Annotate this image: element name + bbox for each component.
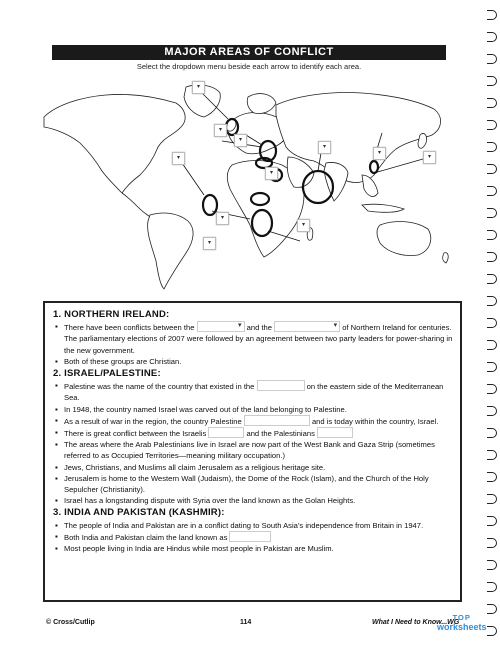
answer-input[interactable] [244, 415, 310, 426]
map-dropdown[interactable]: ▾ [214, 124, 227, 137]
list-item: ▪ Jews, Christians, and Muslims all claim Jerusalem as a religious heritage site. [53, 462, 453, 473]
content-box [43, 301, 462, 602]
list-item: ▪ In 1948, the country named Israel was carved out of the land belonging to Palestine. [53, 404, 453, 415]
southeast-asia [362, 175, 378, 196]
copyright: © Cross/Cutlip [46, 619, 95, 626]
new-zealand [443, 253, 448, 263]
list-item: ▪ Jerusalem is home to the Western Wall (Judaism), the Dome of the Rock (Islam), and the Church of the Holy Sepulcher (Christianity). [53, 473, 453, 495]
central-america [122, 193, 150, 217]
page-title: MAJOR AREAS OF CONFLICT [52, 45, 446, 60]
map-dropdown[interactable]: ▾ [318, 141, 331, 154]
india [324, 162, 348, 201]
north-america [44, 94, 185, 193]
map-dropdown[interactable]: ▾ [265, 167, 278, 180]
list-item: ▪ As a result of war in the region, the country Palestine and is today within the country, Israel. [53, 415, 453, 427]
binder-rings [484, 10, 500, 640]
list-item: ▪ The people of India and Pakistan are in a conflict dating to South Asia’s independence from Britain in 1947. [53, 520, 453, 531]
world-map [36, 75, 466, 295]
map-dropdown[interactable]: ▾ [203, 237, 216, 250]
list-item: ▪ There have been conflicts between the ▾ and the ▾ of Northern Ireland for centuries. The parliamentary elections of 2007 were followed by an agreement between two party leaders for power-sharing in the new government. [53, 321, 453, 356]
answer-dropdown[interactable] [197, 321, 245, 332]
list-item: ▪ Israel has a longstanding dispute with Syria over the land known as the Golan Heights. [53, 495, 453, 506]
section-heading-israel-palestine: 2. ISRAEL/PALESTINE: [53, 368, 161, 380]
map-dropdown[interactable]: ▾ [192, 81, 205, 94]
scandinavia [247, 94, 276, 114]
list-item: ▪ Both of these groups are Christian. [53, 356, 453, 367]
topworksheets-logo: TOP worksheets [437, 613, 487, 632]
answer-input[interactable] [317, 427, 353, 438]
section-heading-northern-ireland: 1. NORTHERN IRELAND: [53, 309, 170, 320]
map-dropdown[interactable]: ▾ [297, 219, 310, 232]
map-dropdown[interactable]: ▾ [216, 212, 229, 225]
instructions: Select the dropdown menu beside each arrow to identify each area. [136, 62, 362, 71]
arrow [182, 163, 204, 195]
australia [377, 222, 431, 256]
list-item: ▪ Both India and Pakistan claim the land known as [53, 531, 453, 543]
map-dropdown[interactable]: ▾ [234, 134, 247, 147]
list-item: ▪ Palestine was the name of the country that existed in the on the eastern side of the Mediterranean Sea. [53, 380, 453, 403]
section-heading-india-pakistan: 3. INDIA AND PAKISTAN (KASHMIR): [53, 507, 225, 519]
list-item: ▪ The areas where the Arab Palestinians live in Israel are now part of the West Bank and Gaza Strip (sometimes referred to as Occupied Territories—meaning military occupation.) [53, 439, 453, 461]
map-dropdown[interactable]: ▾ [373, 147, 386, 160]
page-number: 114 [240, 619, 252, 626]
book-title: What I Need to Know...WG [372, 619, 460, 626]
indonesia [362, 204, 404, 212]
list-item: ▪ Most people living in India are Hindus while most people in Pakistan are Muslim. [53, 543, 453, 554]
map-dropdown[interactable]: ▾ [423, 151, 436, 164]
list-item: ▪ There is great conflict between the Israelis and the Palestinians [53, 427, 453, 439]
south-america [148, 213, 193, 289]
answer-input[interactable] [208, 427, 244, 438]
map-dropdown[interactable]: ▾ [172, 152, 185, 165]
answer-input[interactable] [257, 380, 305, 391]
answer-dropdown[interactable] [274, 321, 340, 332]
answer-input[interactable] [229, 531, 271, 542]
